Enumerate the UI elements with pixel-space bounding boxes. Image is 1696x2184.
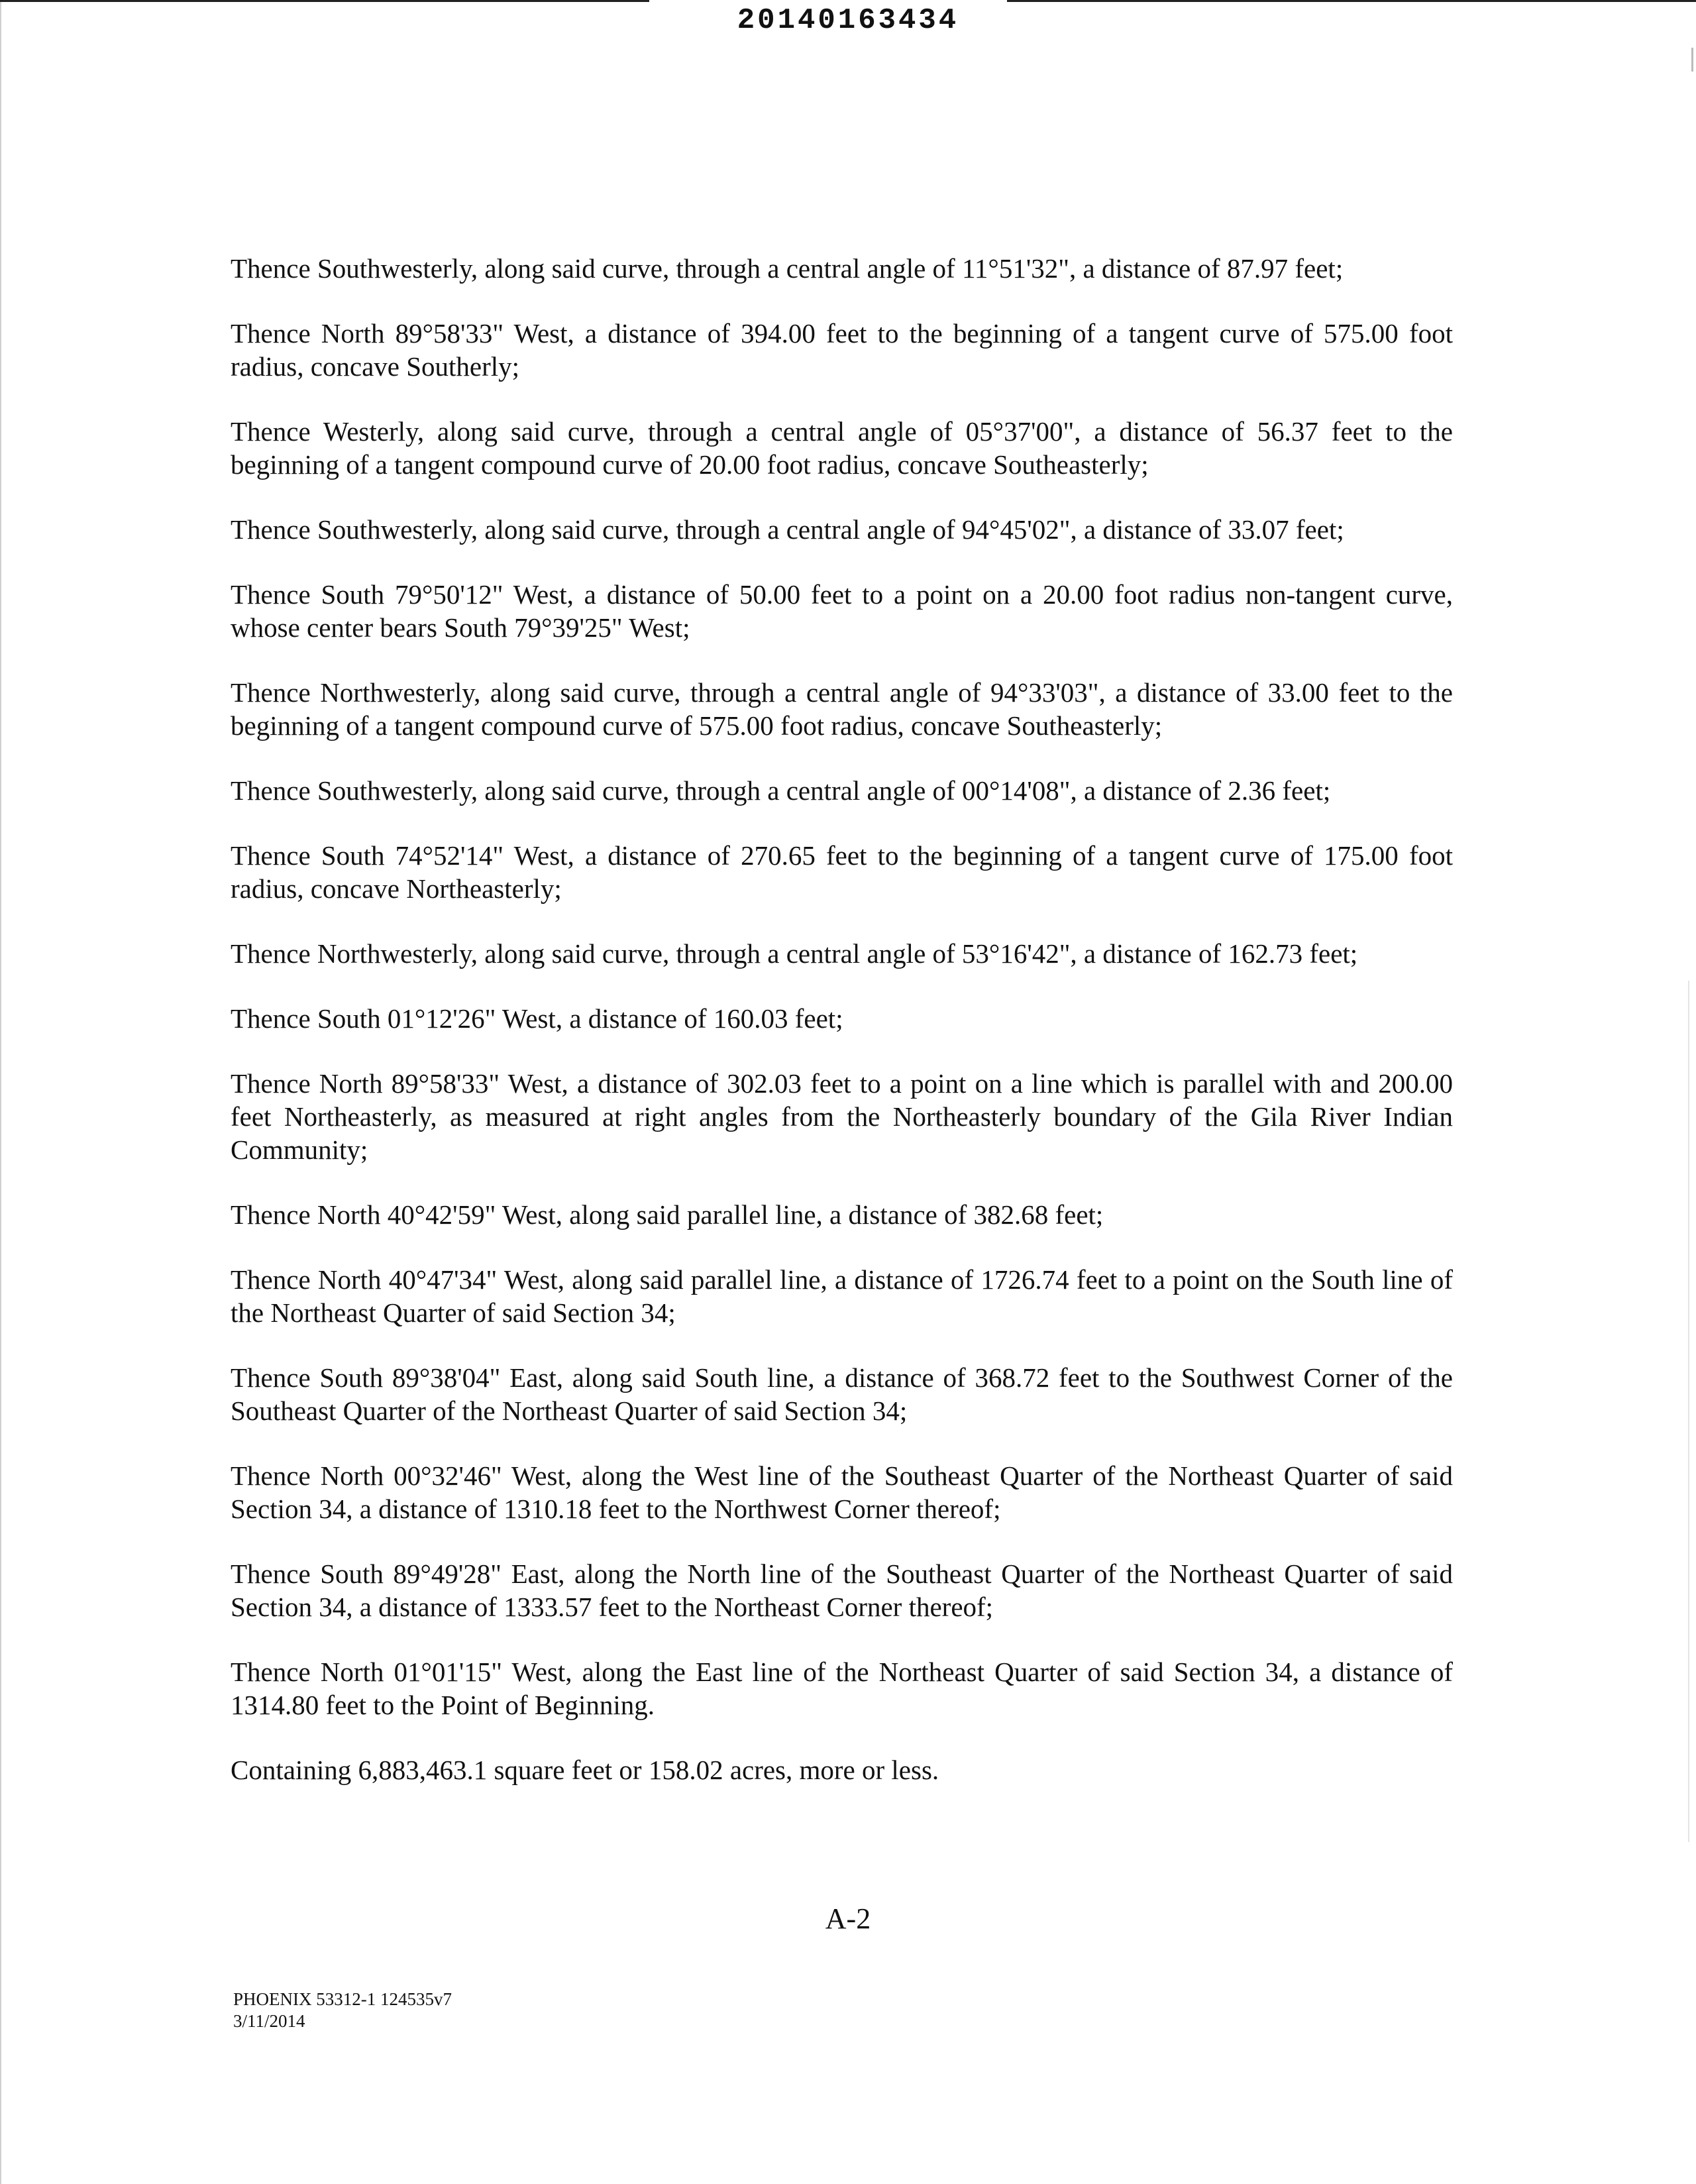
summary-paragraph: Containing 6,883,463.1 square feet or 158.02 acres, more or less. bbox=[231, 1755, 939, 1785]
legal-description bbox=[231, 252, 1453, 1818]
page-number: A-2 bbox=[825, 1902, 871, 1935]
paragraph: Thence North 01°01'15" West, along the East line of the Northeast Quarter of said Section 34, a distance of 1314.80 feet to the Point of Beginning. bbox=[231, 1657, 1453, 1720]
paragraph: Thence South 74°52'14" West, a distance of 270.65 feet to the beginning of a tangent curve of 175.00 foot radius, concave Northeasterly; bbox=[231, 840, 1453, 904]
paragraph: Thence Westerly, along said curve, through a central angle of 05°37'00", a distance of 56.37 feet to the beginning of a tangent compound curve of 20.00 foot radius, concave Southeasterly; bbox=[231, 416, 1453, 480]
footer-date: 3/11/2014 bbox=[233, 2011, 305, 2031]
paragraph: Thence North 89°58'33" West, a distance of 394.00 feet to the beginning of a tangent curve of 575.00 foot radius, concave Southerly; bbox=[231, 318, 1453, 382]
paragraph: Thence North 40°47'34" West, along said parallel line, a distance of 1726.74 feet to a point on the South line of the Northeast Quarter of said Section 34; bbox=[231, 1264, 1453, 1328]
top-rule-right bbox=[1007, 0, 1696, 2]
paragraph: Thence Southwesterly, along said curve, through a central angle of 00°14'08", a distance of 2.36 feet; bbox=[231, 775, 1331, 806]
scan-edge-mark bbox=[1691, 48, 1693, 72]
paragraph: Thence North 89°58'33" West, a distance of 302.03 feet to a point on a line which is parallel with and 200.00 feet Northeasterly, as measured at right angles from the Northeasterly boundary of the Gila River Indian Community; bbox=[231, 1068, 1453, 1165]
recording-number: 20140163434 bbox=[737, 4, 959, 37]
scan-right-edge bbox=[1688, 981, 1689, 1842]
paragraph: Thence South 89°38'04" East, along said South line, a distance of 368.72 feet to the Southwest Corner of the Southeast Quarter of the Northeast Quarter of said Section 34; bbox=[231, 1362, 1453, 1426]
paragraph: Thence South 01°12'26" West, a distance of 160.03 feet; bbox=[231, 1003, 843, 1034]
paragraph: Thence Southwesterly, along said curve, through a central angle of 94°45'02", a distance of 33.07 feet; bbox=[231, 514, 1344, 545]
paragraph: Thence South 89°49'28" East, along the North line of the Southeast Quarter of the Northeast Quarter of said Section 34, a distance of 1333.57 feet to the Northeast Corner thereof; bbox=[231, 1558, 1453, 1622]
paragraph: Thence Southwesterly, along said curve, through a central angle of 11°51'32", a distance of 87.97 feet; bbox=[231, 253, 1344, 284]
paragraph: Thence North 40°42'59" West, along said parallel line, a distance of 382.68 feet; bbox=[231, 1199, 1104, 1230]
footer bbox=[233, 1989, 452, 2032]
paragraph: Thence Northwesterly, along said curve, through a central angle of 53°16'42", a distance of 162.73 feet; bbox=[231, 938, 1358, 969]
scan-left-edge bbox=[0, 0, 1, 2184]
top-rule-left bbox=[0, 0, 649, 2]
paragraph: Thence Northwesterly, along said curve, through a central angle of 94°33'03", a distance of 33.00 feet to the beginning of a tangent compound curve of 575.00 foot radius, concave Southeasterly; bbox=[231, 677, 1453, 741]
footer-doc-id: PHOENIX 53312-1 124535v7 bbox=[233, 1989, 452, 2009]
paragraph: Thence North 00°32'46" West, along the West line of the Southeast Quarter of the Northeast Quarter of said Section 34, a distance of 1310.18 feet to the Northwest Corner thereof; bbox=[231, 1460, 1453, 1524]
paragraph: Thence South 79°50'12" West, a distance of 50.00 feet to a point on a 20.00 foot radius non-tangent curve, whose center bears South 79°39'25" West; bbox=[231, 579, 1453, 643]
